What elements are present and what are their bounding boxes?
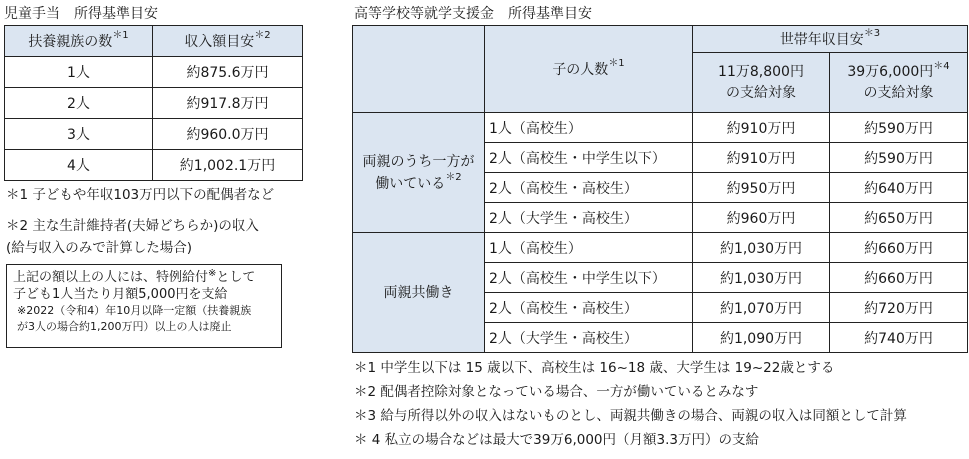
children-cell: 1人（高校生） bbox=[485, 113, 693, 143]
right-note-2: ＊2 配偶者控除対象となっている場合、一方が働いているとみなす bbox=[354, 384, 759, 400]
income-b-cell: 約590万円 bbox=[830, 113, 968, 143]
table-row bbox=[5, 119, 303, 150]
right-note-1: ＊1 中学生以下は 15 歳以下、高校生は 16~18 歳、大学生は 19~22歳とする bbox=[354, 360, 835, 376]
header-col-396000: 39万6,000円$^{*4}$ の支給対象 bbox=[830, 53, 968, 113]
income-a-cell: 約1,090万円 bbox=[693, 323, 830, 353]
right-note-3: ＊3 給与所得以外の収入はないものとし、両親共働きの場合、両親の収入は同額として計算 bbox=[354, 408, 907, 424]
tuition-support-table bbox=[352, 25, 968, 353]
income-b-cell: 約590万円 bbox=[830, 143, 968, 173]
income-cell: 約960.0万円 bbox=[153, 119, 303, 150]
special-benefit-box bbox=[6, 264, 282, 348]
income-a-cell: 約910万円 bbox=[693, 143, 830, 173]
dependents-cell: 3人 bbox=[5, 119, 153, 150]
income-b-cell: 約720万円 bbox=[830, 293, 968, 323]
header-empty bbox=[353, 26, 485, 113]
income-cell: 約1,002.1万円 bbox=[153, 150, 303, 181]
header-col-118800: 11万8,800円 の支給対象 bbox=[693, 53, 830, 113]
dependents-cell: 2人 bbox=[5, 88, 153, 119]
left-note-2: ＊2 主な生計維持者(夫婦どちらか)の収入 bbox=[6, 218, 259, 234]
table-row bbox=[5, 88, 303, 119]
header-dependents: 扶養親族の数$^{*1}$ bbox=[5, 26, 153, 57]
box-small-2: が3人の場合約1,200万円）以上の人は廃止 bbox=[17, 320, 232, 333]
table-row bbox=[5, 57, 303, 88]
group-one-earner: 両親のうち一方が 働いている$^{*2}$ bbox=[353, 113, 485, 233]
child-allowance-title: 児童手当 所得基準目安 bbox=[4, 6, 158, 22]
table-row bbox=[5, 150, 303, 181]
children-cell: 2人（高校生・中学生以下） bbox=[485, 143, 693, 173]
group-dual-earner: 両親共働き bbox=[353, 233, 485, 353]
left-note-1: ＊1 子どもや年収103万円以下の配偶者など bbox=[6, 187, 275, 203]
table-row bbox=[353, 113, 968, 143]
children-cell: 2人（大学生・高校生） bbox=[485, 323, 693, 353]
income-b-cell: 約740万円 bbox=[830, 323, 968, 353]
income-b-cell: 約640万円 bbox=[830, 173, 968, 203]
dependents-cell: 1人 bbox=[5, 57, 153, 88]
box-small-1: ※2022（令和4）年10月以降一定額（扶養親族 bbox=[17, 304, 252, 317]
right-note-4: ＊ 4 私立の場合などは最大で39万6,000円（月額3.3万円）の支給 bbox=[354, 432, 759, 448]
table-header-row bbox=[353, 26, 968, 53]
income-a-cell: 約960万円 bbox=[693, 203, 830, 233]
income-b-cell: 約660万円 bbox=[830, 263, 968, 293]
children-cell: 2人（高校生・中学生以下） bbox=[485, 263, 693, 293]
table-header-row bbox=[5, 26, 303, 57]
income-b-cell: 約650万円 bbox=[830, 203, 968, 233]
box-line-1: 上記の額以上の人には、特例給付※として bbox=[13, 268, 256, 285]
header-household-income: 世帯年収目安$^{*3}$ bbox=[693, 26, 968, 53]
income-a-cell: 約950万円 bbox=[693, 173, 830, 203]
left-note-3: (給与収入のみで計算した場合) bbox=[6, 240, 193, 256]
header-children: 子の人数$^{*1}$ bbox=[485, 26, 693, 113]
income-a-cell: 約910万円 bbox=[693, 113, 830, 143]
table-row bbox=[353, 233, 968, 263]
box-line-2: 子ども1人当たり月額5,000円を支給 bbox=[13, 287, 228, 302]
child-allowance-table bbox=[4, 25, 303, 181]
children-cell: 2人（高校生・高校生） bbox=[485, 293, 693, 323]
income-cell: 約917.8万円 bbox=[153, 88, 303, 119]
income-cell: 約875.6万円 bbox=[153, 57, 303, 88]
dependents-cell: 4人 bbox=[5, 150, 153, 181]
children-cell: 2人（大学生・高校生） bbox=[485, 203, 693, 233]
income-a-cell: 約1,030万円 bbox=[693, 233, 830, 263]
income-b-cell: 約660万円 bbox=[830, 233, 968, 263]
children-cell: 2人（高校生・高校生） bbox=[485, 173, 693, 203]
children-cell: 1人（高校生） bbox=[485, 233, 693, 263]
income-a-cell: 約1,030万円 bbox=[693, 263, 830, 293]
tuition-support-title: 高等学校等就学支援金 所得基準目安 bbox=[354, 6, 592, 22]
income-a-cell: 約1,070万円 bbox=[693, 293, 830, 323]
header-income: 収入額目安$^{*2}$ bbox=[153, 26, 303, 57]
